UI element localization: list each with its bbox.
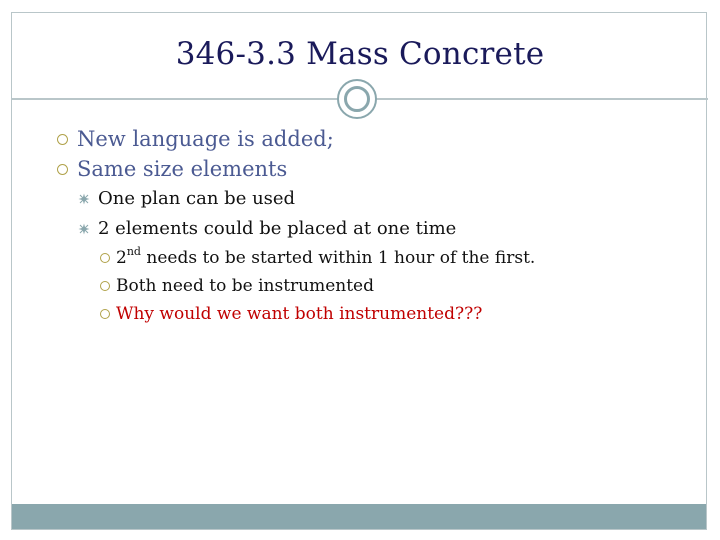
bullet-text: Why would we want both instrumented??? [116,304,483,324]
ring-bullet-icon [100,253,110,263]
star-bullet-icon [78,193,90,205]
ring-bullet-icon [57,164,68,175]
bullet-text: Both need to be instrumented [116,276,375,296]
bullet-level3-item [100,276,374,296]
bullet-level2-item [78,188,295,209]
bullet-text: New language is added; [77,127,334,151]
ring-bullet-icon [100,281,110,291]
circle-ornament-icon [337,79,377,119]
bullet-text: 2nd needs to be started within 1 hour of the first. [116,245,536,268]
bullet-level2-item [78,218,456,239]
circle-ornament-inner [344,86,370,112]
bullet-text: Same size elements [77,157,288,181]
bullet-level1-item [57,127,334,151]
bullet-level3-item-emphasis [100,304,482,324]
bullet-level3-item [100,245,536,268]
ring-bullet-icon [100,309,110,319]
bullet-text: 2 elements could be placed at one time [98,218,457,239]
footer-bar [12,504,706,529]
bullet-level1-item [57,157,287,181]
bullet-text: One plan can be used [98,188,296,209]
slide-title: 346-3.3 Mass Concrete [175,36,545,72]
ring-bullet-icon [57,134,68,145]
star-bullet-icon [78,223,90,235]
